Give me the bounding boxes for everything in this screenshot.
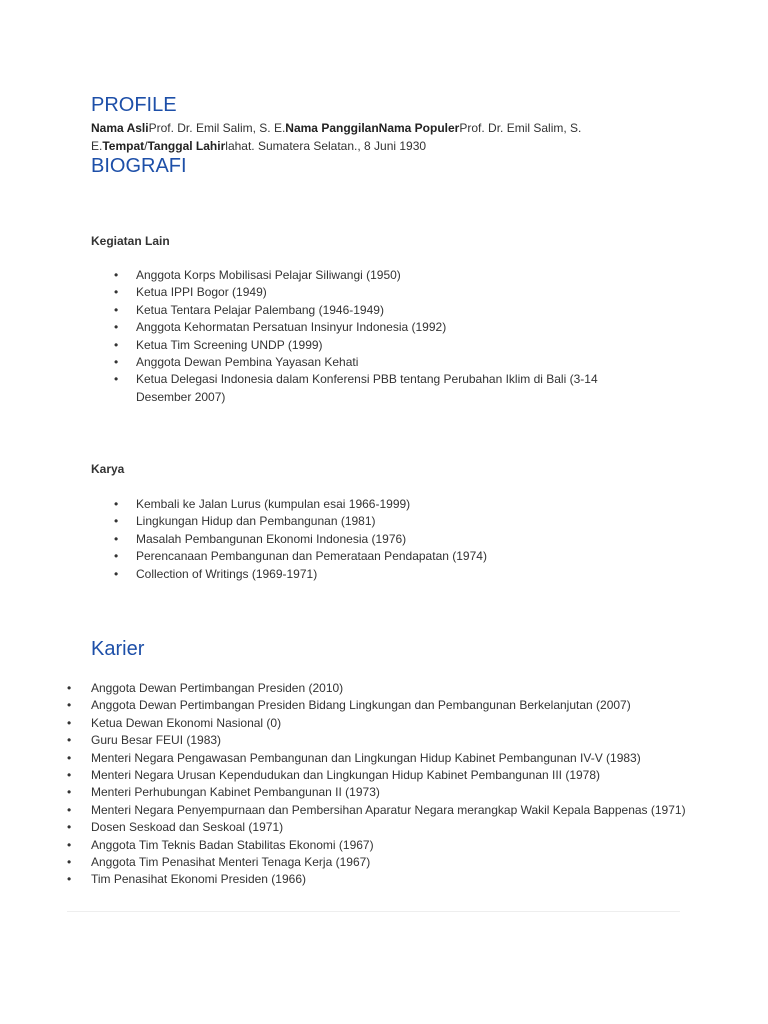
bullet-icon: • <box>67 785 72 800</box>
list-item-text: Menteri Negara Pengawasan Pembangunan dan Lingkungan Hidup Kabinet Pembangunan IV-V (1983) <box>91 750 641 765</box>
bullet-icon: • <box>67 768 72 783</box>
bullet-icon: • <box>114 355 119 370</box>
list-item-text: Ketua Tentara Pelajar Palembang (1946-1949) <box>136 302 384 317</box>
list-item-text: Perencanaan Pembangunan dan Pemerataan Pendapatan (1974) <box>136 549 487 564</box>
karya-list <box>114 496 634 583</box>
kegiatan-lain-list <box>114 267 634 406</box>
bullet-icon: • <box>67 802 72 817</box>
list-item-text: Anggota Dewan Pembina Yayasan Kehati <box>136 355 359 370</box>
list-item <box>114 267 634 284</box>
list-item-text: Guru Besar FEUI (1983) <box>91 733 222 748</box>
list-item-text: Ketua Tim Screening UNDP (1999) <box>136 337 323 352</box>
list-item <box>67 715 687 732</box>
list-item-text: Kembali ke Jalan Lurus (kumpulan esai 1966-1999) <box>136 497 411 511</box>
biografi-heading: BIOGRAFI <box>91 155 187 177</box>
bullet-icon: • <box>67 820 72 835</box>
list-item-text: Ketua IPPI Bogor (1949) <box>136 285 267 300</box>
nama-asli-label: Nama Asli <box>91 121 149 135</box>
list-item <box>114 319 634 336</box>
slash-separator: / <box>144 138 148 153</box>
karier-heading: Karier <box>91 638 145 660</box>
list-item <box>67 871 687 888</box>
list-item <box>114 531 634 548</box>
bullet-icon: • <box>114 514 119 529</box>
bullet-icon: • <box>67 855 72 870</box>
list-item <box>114 302 634 319</box>
list-item <box>114 354 634 371</box>
bullet-icon: • <box>67 750 72 765</box>
tempat-label: Tempat <box>102 138 145 153</box>
list-item-text: Tim Penasihat Ekonomi Presiden (1966) <box>91 872 306 887</box>
list-item-text: Collection of Writings (1969-1971) <box>136 566 318 581</box>
divider <box>67 911 680 912</box>
bullet-icon: • <box>114 337 119 352</box>
nama-populer-value: Prof. Dr. Emil Salim, S. E. <box>91 121 582 153</box>
list-item-text: Dosen Seskoad dan Seskoal (1971) <box>91 820 284 835</box>
list-item-text: Ketua Delegasi Indonesia dalam Konferensi PBB tentang Perubahan Iklim di Bali (3-14 Desember 2007) <box>136 372 598 404</box>
list-item-text: Anggota Dewan Pertimbangan Presiden (2010) <box>91 681 344 695</box>
karier-list <box>67 680 687 889</box>
bullet-icon: • <box>67 698 72 713</box>
list-item-text: Anggota Tim Penasihat Menteri Tenaga Kerja (1967) <box>91 855 371 870</box>
list-item <box>114 284 634 301</box>
kegiatan-lain-heading: Kegiatan Lain <box>91 234 170 248</box>
list-item-text: Menteri Negara Urusan Kependudukan dan Lingkungan Hidup Kabinet Pembangunan III (1978) <box>91 768 601 783</box>
list-item <box>67 697 687 714</box>
list-item <box>114 548 634 565</box>
bullet-icon: • <box>114 268 119 282</box>
bullet-icon: • <box>114 372 119 387</box>
list-item-text: Menteri Negara Penyempurnaan dan Pembersihan Aparatur Negara merangkap Wakil Kepala Bappenas (1971) <box>91 802 686 817</box>
list-item <box>67 802 687 819</box>
tanggal-lahir-label: Tanggal Lahir <box>147 138 226 153</box>
list-item <box>67 680 687 697</box>
list-item-text: Lingkungan Hidup dan Pembangunan (1981) <box>136 514 376 529</box>
list-item <box>114 371 634 406</box>
bullet-icon: • <box>67 715 72 730</box>
list-item <box>67 732 687 749</box>
list-item <box>114 496 634 513</box>
bullet-icon: • <box>67 872 72 887</box>
nama-asli-value: Prof. Dr. Emil Salim, S. E. <box>148 121 286 135</box>
profile-details <box>91 120 631 155</box>
list-item-text: Anggota Kehormatan Persatuan Insinyur Indonesia (1992) <box>136 320 447 335</box>
bullet-icon: • <box>114 549 119 564</box>
bullet-icon: • <box>114 302 119 317</box>
list-item <box>114 513 634 530</box>
list-item-text: Masalah Pembangunan Ekonomi Indonesia (1976) <box>136 531 407 546</box>
bullet-icon: • <box>114 497 119 511</box>
tempat-tanggal-value: lahat. Sumatera Selatan., 8 Juni 1930 <box>225 138 427 153</box>
bullet-icon: • <box>114 566 119 581</box>
list-item <box>114 566 634 583</box>
list-item <box>67 819 687 836</box>
bullet-icon: • <box>67 837 72 852</box>
bullet-icon: • <box>114 531 119 546</box>
bullet-icon: • <box>67 733 72 748</box>
list-item <box>67 837 687 854</box>
list-item <box>67 767 687 784</box>
list-item-text: Menteri Perhubungan Kabinet Pembangunan II (1973) <box>91 785 380 800</box>
bullet-icon: • <box>114 285 119 300</box>
list-item-text: Ketua Dewan Ekonomi Nasional (0) <box>91 715 282 730</box>
karya-heading: Karya <box>91 462 125 476</box>
list-item <box>67 784 687 801</box>
bullet-icon: • <box>114 320 119 335</box>
list-item-text: Anggota Korps Mobilisasi Pelajar Siliwangi (1950) <box>136 268 401 282</box>
list-item <box>67 750 687 767</box>
list-item-text: Anggota Dewan Pertimbangan Presiden Bidang Lingkungan dan Pembangunan Berkelanjutan (2007) <box>91 698 631 713</box>
profile-heading: PROFILE <box>91 94 177 116</box>
list-item <box>114 337 634 354</box>
nama-populer-label: Nama Populer <box>378 121 460 135</box>
list-item-text: Anggota Tim Teknis Badan Stabilitas Ekonomi (1967) <box>91 837 374 852</box>
nama-panggilan-label: Nama Panggilan <box>285 121 379 135</box>
list-item <box>67 854 687 871</box>
bullet-icon: • <box>67 681 72 695</box>
